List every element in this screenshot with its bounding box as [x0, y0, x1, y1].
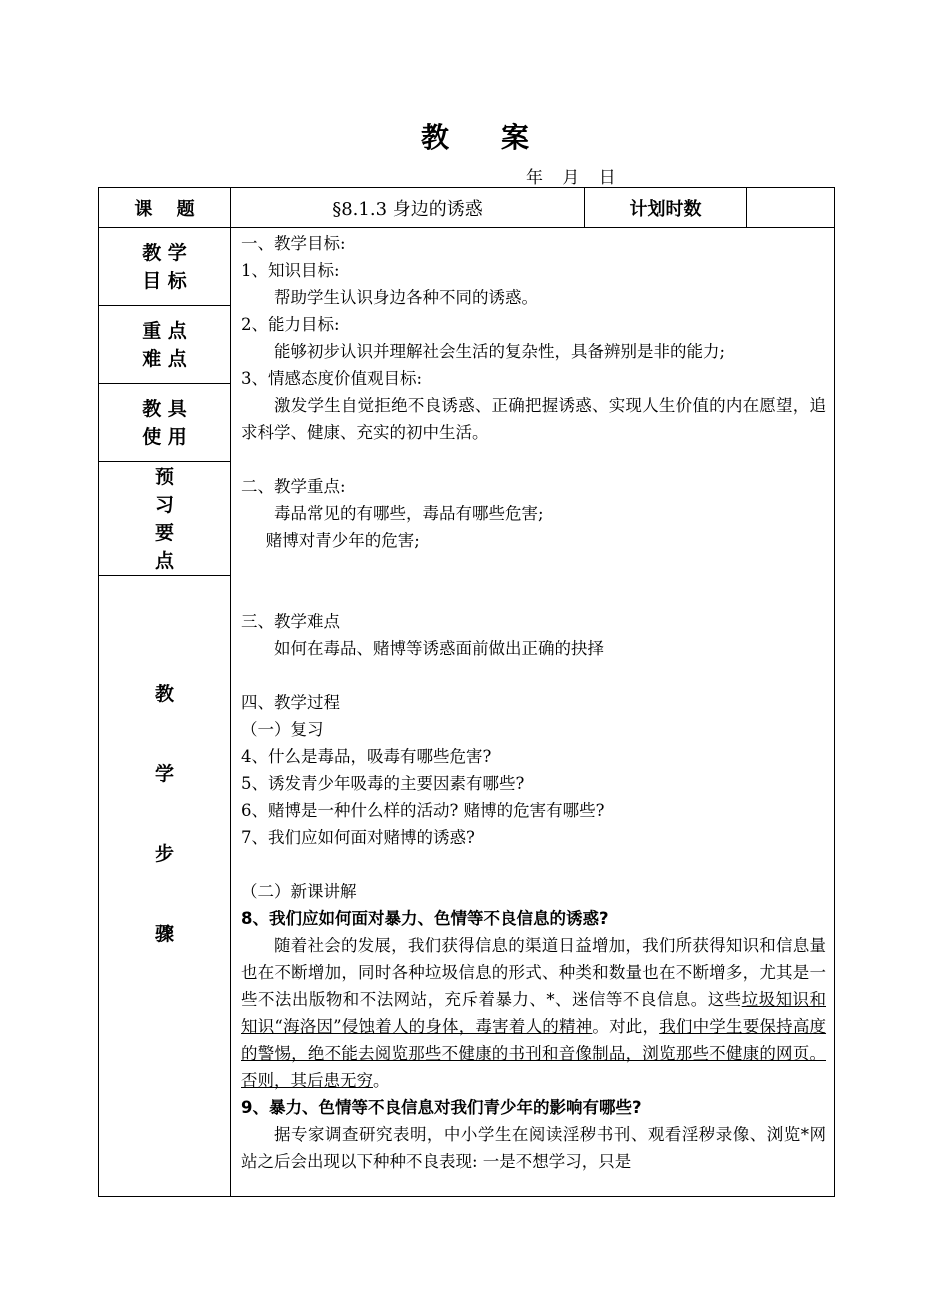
preview-line-1: 预 — [154, 465, 174, 488]
steps-char-4: 骤 — [154, 923, 174, 945]
paragraph-8-e: 。 — [373, 1071, 390, 1090]
steps-char-3: 步 — [154, 843, 174, 865]
preview-label — [99, 462, 231, 576]
s1-1: 1、知识目标: — [241, 261, 340, 280]
title-char-1: 教 — [420, 121, 449, 154]
question-8: 8、我们应如何面对暴力、色情等不良信息的诱惑? — [241, 909, 609, 928]
preview-line-4: 点 — [154, 549, 174, 572]
preview-line-3: 要 — [154, 521, 174, 544]
content-cell — [231, 228, 835, 1197]
goals-label — [99, 228, 231, 306]
s1-3: 3、情感态度价值观目标: — [241, 369, 423, 388]
paragraph-8-b: 垃圾知识和知识“海洛因”侵蚀着人的身体，毒害着人的精神 — [241, 990, 827, 1036]
s2-title: 二、教学重点: — [241, 477, 346, 496]
s2-line1: 毒品常见的有哪些，毒品有哪些危害; — [274, 504, 544, 523]
question-5: 5、诱发青少年吸毒的主要因素有哪些? — [241, 774, 525, 793]
s1-1-text: 帮助学生认识身边各种不同的诱惑。 — [274, 288, 538, 307]
lesson-plan-table — [98, 187, 835, 1197]
preview-line-2: 习 — [154, 493, 174, 516]
goals-label-line-1: 教 学 — [142, 241, 187, 264]
paragraph-8-a: 随着社会的发展，我们获得信息的渠道日益增加，我们所获得知识和信息量也在不断增加，同时各种垃圾信息的形式、种类和数量也在不断增多，尤其是一些不法出版物和不法网站，充斥着暴力、*、迷信等不良信息。这些 — [241, 936, 826, 1009]
s3-title: 三、教学难点 — [241, 612, 340, 631]
hours-value[interactable] — [747, 188, 835, 228]
paragraph-8-d: 我们中学生要保持高度的警惕，绝不能去阅览那些不健康的书刊和音像制品，浏览那些不健康的网页。否则，其后患无穷 — [241, 1017, 827, 1090]
tools-line-2: 使 用 — [142, 425, 187, 448]
question-4: 4、什么是毒品，吸毒有哪些危害? — [241, 747, 492, 766]
topic-value: §8.1.3 身边的诱惑 — [231, 188, 585, 228]
question-6: 6、赌博是一种什么样的活动? 赌博的危害有哪些? — [241, 801, 605, 820]
document-title — [0, 116, 950, 156]
content-body — [231, 228, 834, 1196]
review-title: （一）复习 — [241, 720, 324, 739]
hours-label: 计划时数 — [585, 188, 747, 228]
s2-line2: 赌博对青少年的危害; — [265, 531, 420, 550]
s4-title: 四、教学过程 — [241, 693, 340, 712]
tools-line-1: 教 具 — [142, 397, 187, 420]
s3-text: 如何在毒品、赌博等诱惑面前做出正确的抉择 — [274, 639, 604, 658]
s1-title: 一、教学目标: — [241, 234, 346, 253]
header-row — [99, 188, 835, 228]
paragraph-8-c: 。对此， — [592, 1017, 660, 1036]
key-points-line-2: 难 点 — [142, 347, 187, 370]
goals-label-line-2: 目 标 — [142, 269, 187, 292]
new-lesson-title: （二）新课讲解 — [241, 882, 357, 901]
s1-2: 2、能力目标: — [241, 315, 340, 334]
s1-2-text: 能够初步认识并理解社会生活的复杂性，具备辨别是非的能力; — [274, 342, 726, 361]
tools-label — [99, 384, 231, 462]
paragraph-8 — [241, 932, 826, 1094]
steps-char-2: 学 — [154, 763, 174, 785]
question-9: 9、暴力、色情等不良信息对我们青少年的影响有哪些? — [241, 1098, 642, 1117]
key-points-label — [99, 306, 231, 384]
question-7: 7、我们应如何面对赌博的诱惑? — [241, 828, 475, 847]
steps-char-1: 教 — [154, 683, 174, 705]
s1-3-text: 激发学生自觉拒绝不良诱惑、正确把握诱惑、实现人生价值的内在愿望，追求科学、健康、充实的初中生活。 — [241, 396, 826, 442]
topic-label: 课 题 — [99, 188, 231, 228]
title-char-2: 案 — [501, 121, 530, 154]
steps-label — [99, 576, 231, 1197]
key-points-line-1: 重 点 — [142, 319, 187, 342]
paragraph-9: 据专家调查研究表明，中小学生在阅读淫秽书刊、观看淫秽录像、浏览*网站之后会出现以下种种不良表现: 一是不想学习，只是 — [241, 1125, 826, 1171]
date-line: 年 月 日 — [526, 168, 616, 188]
